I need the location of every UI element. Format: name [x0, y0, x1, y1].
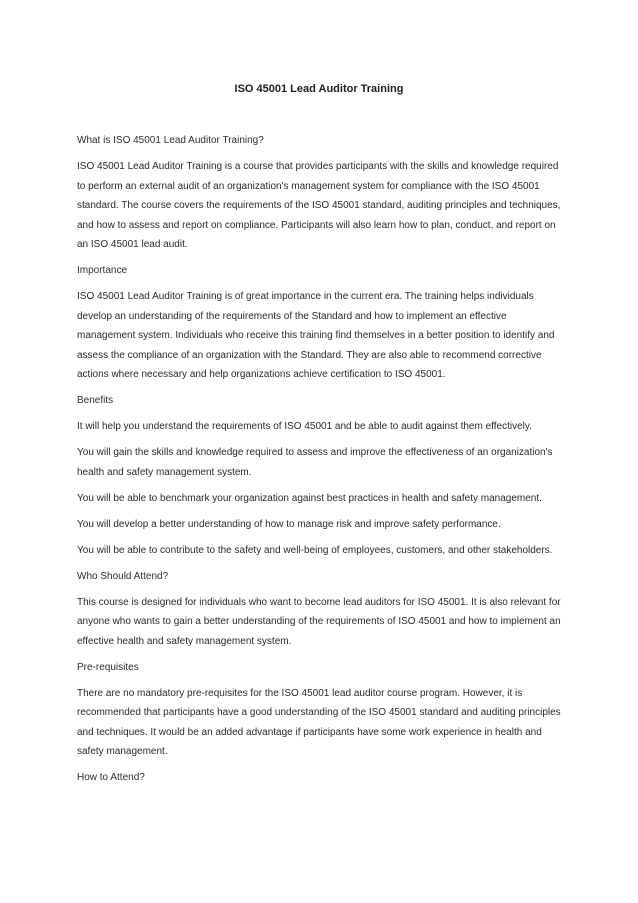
benefit-item: You will develop a better understanding of how to manage risk and improve safety performance. — [77, 518, 501, 530]
paragraph-prerequisites: There are no mandatory pre-requisites for the ISO 45001 lead auditor course program. However, it is recommended that participants have a good understanding of the ISO 45001 standard and auditing principles and techniques. It would be an added advantage if participants have some work experience in health and safety management. — [77, 687, 561, 757]
benefit-item: You will be able to contribute to the safety and well-being of employees, customers, and other stakeholders. — [77, 544, 553, 556]
section-heading-benefits: Benefits — [77, 395, 114, 406]
document-body — [77, 131, 565, 794]
section-heading-how-to-attend: How to Attend? — [77, 772, 145, 783]
benefit-item: It will help you understand the requirements of ISO 45001 and be able to audit against them effectively. — [77, 421, 532, 432]
benefit-item: You will gain the skills and knowledge required to assess and improve the effectiveness of an organization's health and safety management system. — [77, 447, 553, 478]
section-heading-who-should-attend: Who Should Attend? — [77, 570, 169, 582]
section-heading-what-is: What is ISO 45001 Lead Auditor Training? — [77, 135, 264, 146]
paragraph-importance: ISO 45001 Lead Auditor Training is of great importance in the current era. The training helps individuals develop an understanding of the requirements of the Standard and how to implement an effective management system. Individuals who receive this training find themselves in a better position to identify and assess the compliance of an organization with the Standard. They are also able to recommend corrective actions where necessary and help organizations achieve certification to ISO 45001. — [77, 291, 555, 380]
document-title: ISO 45001 Lead Auditor Training — [234, 83, 404, 95]
section-heading-prerequisites: Pre-requisites — [77, 661, 139, 673]
paragraph-who-should-attend: This course is designed for individuals who want to become lead auditors for ISO 45001. It is also relevant for anyone who wants to gain a better understanding of the requirements of ISO 45001 and how to implement an effective health and safety management system. — [77, 596, 561, 647]
benefit-item: You will be able to benchmark your organization against best practices in health and safety management. — [77, 492, 542, 504]
section-heading-importance: Importance — [77, 265, 128, 276]
paragraph-what-is: ISO 45001 Lead Auditor Training is a course that provides participants with the skills and knowledge required to perform an external audit of an organization's management system for compliance with the ISO 45001 standard. The course covers the requirements of the ISO 45001 standard, auditing principles and techniques, and how to assess and report on compliance. Participants will also learn how to plan, conduct, and report on an ISO 45001 lead audit. — [77, 161, 561, 250]
